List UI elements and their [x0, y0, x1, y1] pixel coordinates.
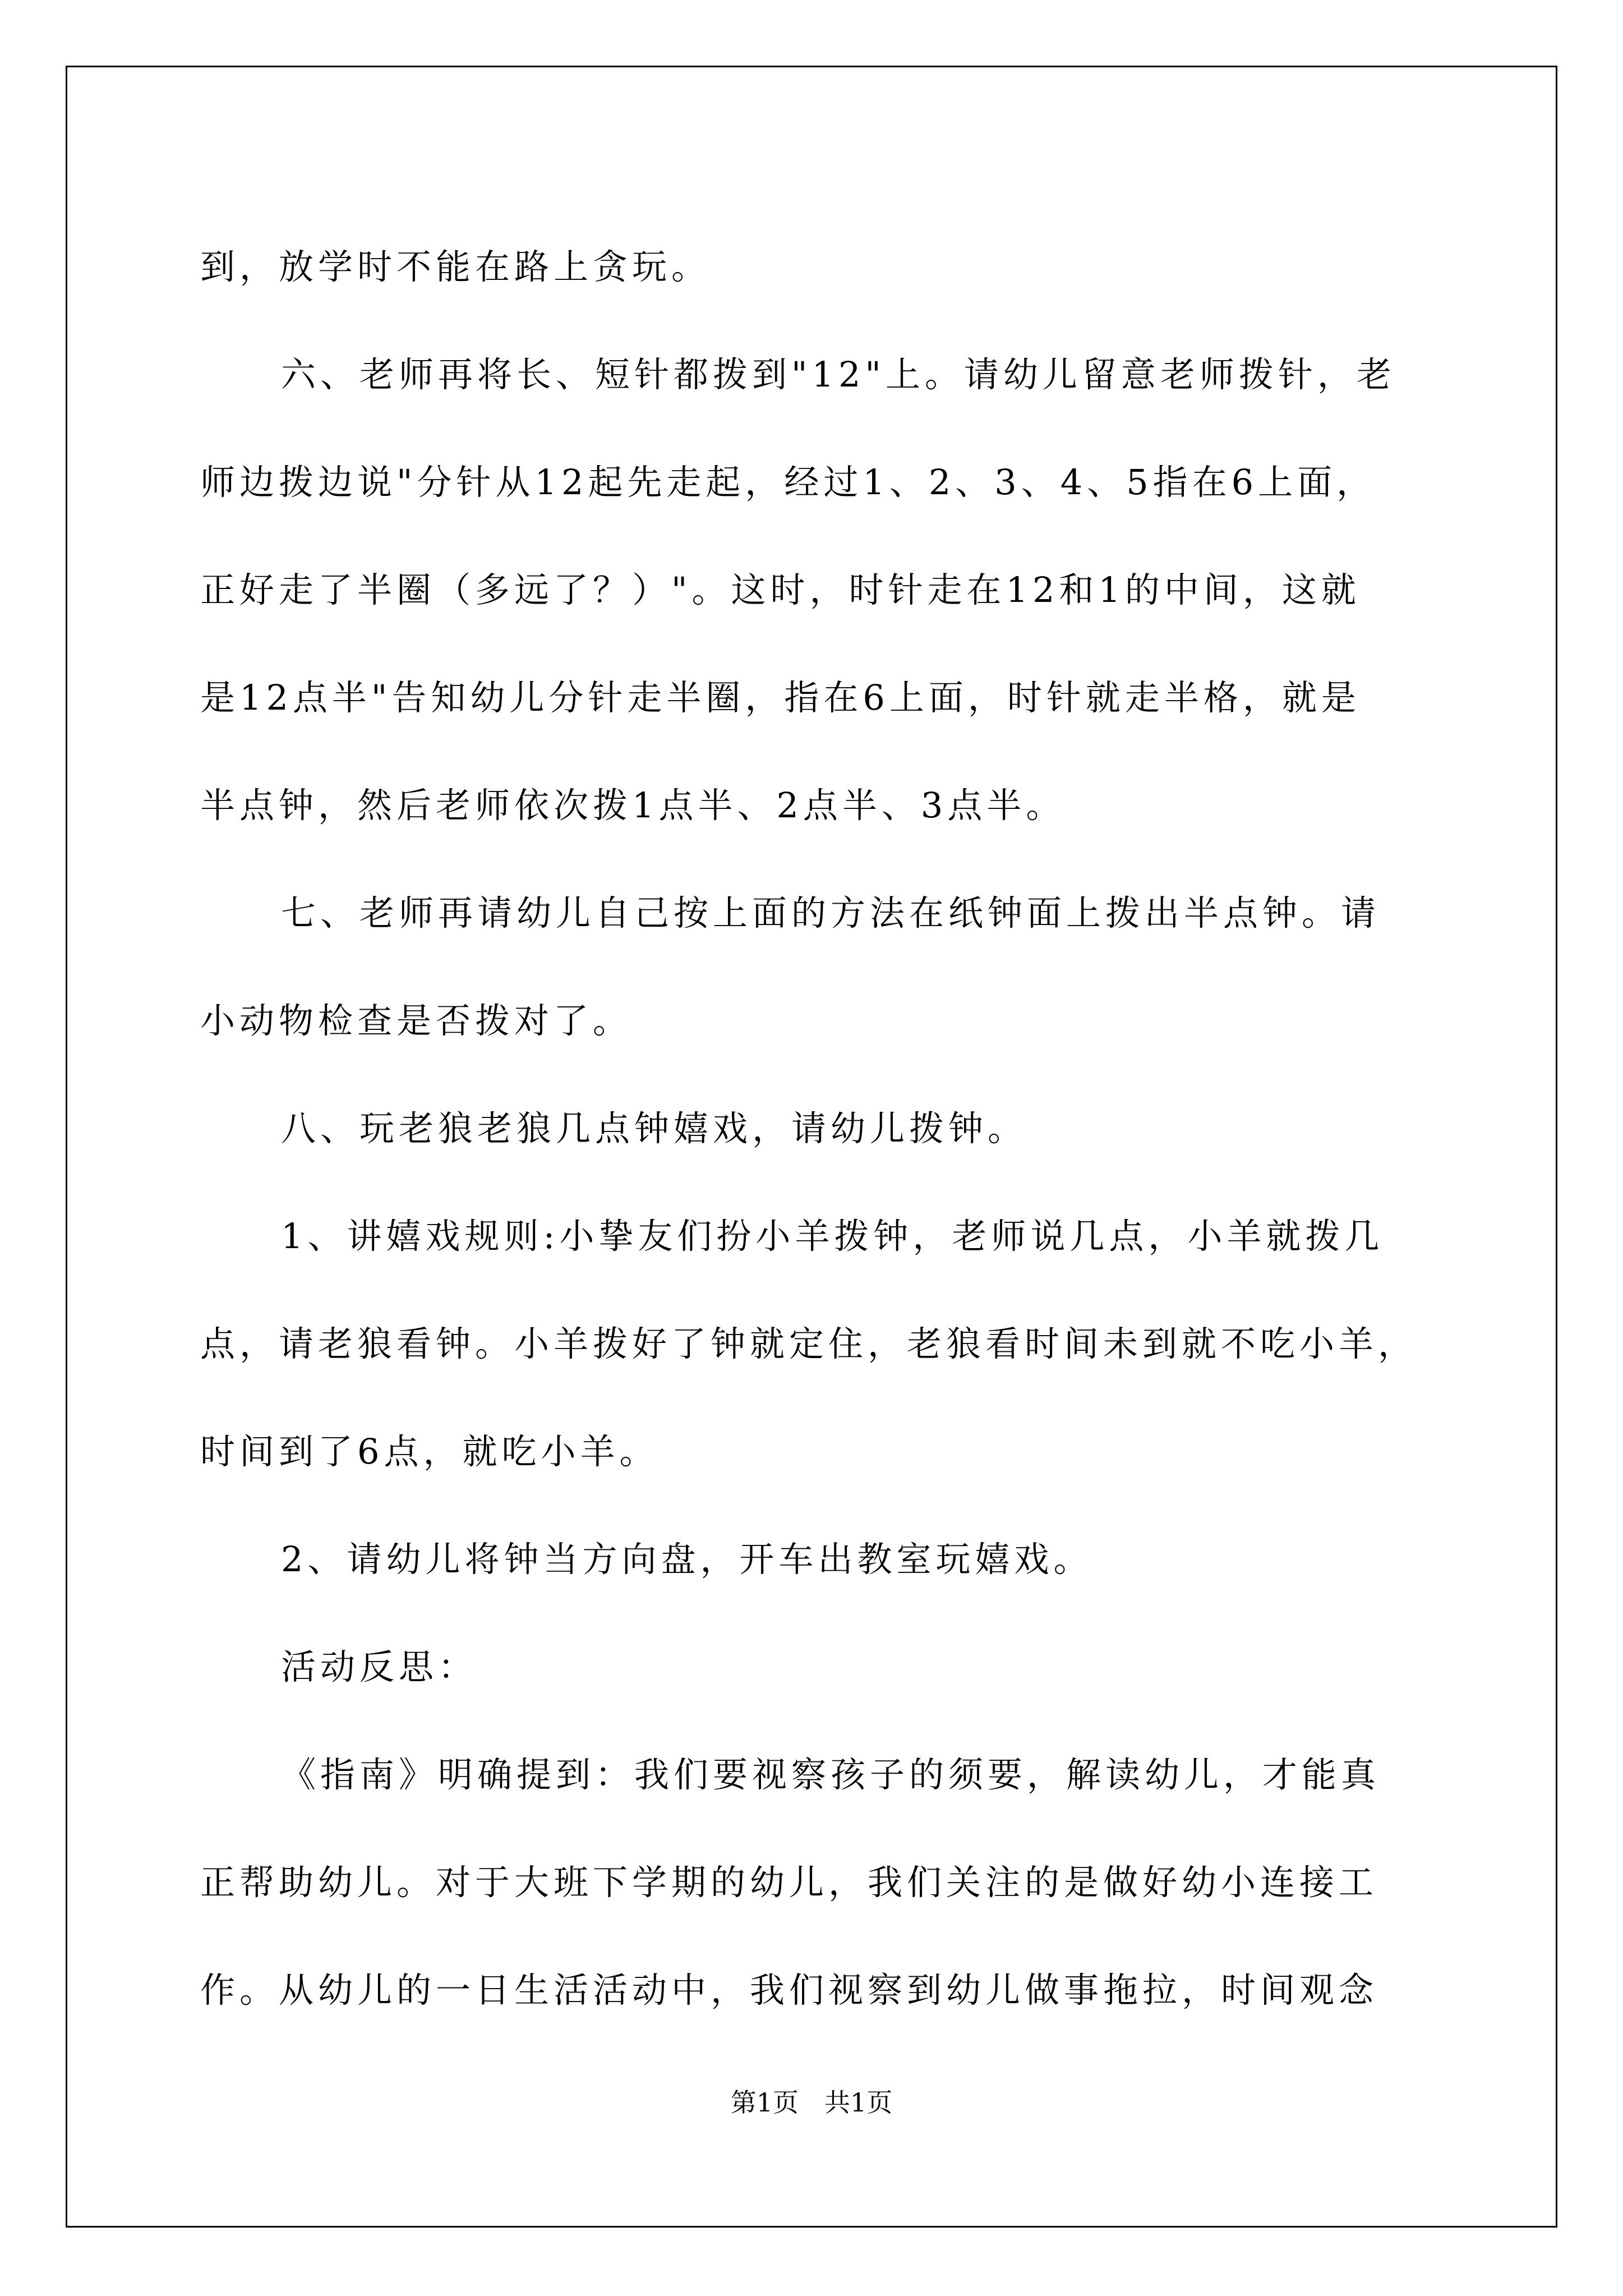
text-line-5: 是12点半"告知幼儿分针走半圈，指在6上面，时针就走半格，就是 [200, 677, 1361, 718]
text-line-3: 师边拨边说"分针从12起先走起，经过1、2、3、4、5指在6上面， [200, 462, 1376, 503]
text-line-8: 小动物检查是否拨对了。 [200, 1000, 633, 1041]
text-line-17: 作。从幼儿的一日生活活动中，我们视察到幼儿做事拖拉，时间观念 [200, 1970, 1378, 2010]
text-line-6: 半点钟，然后老师依次拨1点半、2点半、3点半。 [200, 785, 1066, 826]
document-body [200, 213, 1434, 2044]
page-number-footer: 第1页 共1页 [730, 2087, 893, 2118]
text-line-12: 时间到了6点，就吃小羊。 [200, 1431, 659, 1472]
text-line-15: 《指南》明确提到：我们要视察孩子的须要，解读幼儿，才能真 [281, 1754, 1381, 1795]
text-line-9: 八、玩老狼老狼几点钟嬉戏，请幼儿拨钟。 [281, 1108, 1027, 1149]
text-line-2: 六、老师再将长、短针都拨到"12"上。请幼儿留意老师拨针，老 [281, 354, 1396, 395]
text-line-7: 七、老师再请幼儿自己按上面的方法在纸钟面上拨出半点钟。请 [281, 892, 1381, 933]
text-line-1: 到，放学时不能在路上贪玩。 [200, 246, 711, 287]
text-line-14: 活动反思： [281, 1646, 478, 1687]
text-line-10: 1、讲嬉戏规则:小挚友们扮小羊拨钟，老师说几点，小羊就拨几 [281, 1216, 1384, 1257]
text-line-13: 2、请幼儿将钟当方向盘，开车出教室玩嬉戏。 [281, 1539, 1093, 1580]
text-line-11: 点，请老狼看钟。小羊拨好了钟就定住，老狼看时间未到就不吃小羊， [200, 1323, 1418, 1364]
text-line-16: 正帮助幼儿。对于大班下学期的幼儿，我们关注的是做好幼小连接工 [200, 1862, 1378, 1903]
text-line-4: 正好走了半圈（多远了？）"。这时，时针走在12和1的中间，这就 [200, 569, 1361, 610]
